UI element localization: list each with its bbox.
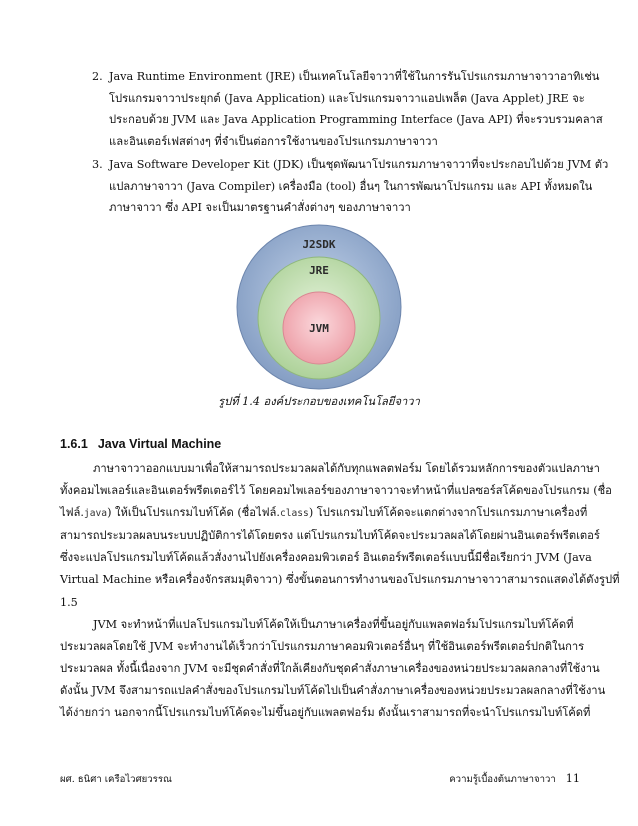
text-run: ) ให้เป็นโปรแกรมไบท์โค้ด (ชื่อไฟล์. [107,506,280,520]
paragraph-line: Virtual Machine หรือเครื่องจักรสมมุติจาวา) ซึ่งขั้นตอนการทำงานของโปรแกรมภาษาจาวาสามารถแสดงได้ดังรูปที่ [60,573,620,587]
list-item-line: ภาษาจาวา ซึ่ง API จะเป็นมาตรฐานคำสั่งต่างๆ ของภาษาจาวา [109,201,411,214]
list-item-line: โปรแกรมจาวาประยุกต์ (Java Application) และโปรแกรมจาวาแอปเพล็ต (Java Applet) JRE จะ [109,91,585,105]
text-run: ) โปรแกรมไบท์โค้ดจะแตกต่างจากโปรแกรมภาษาเครื่องที่ [308,506,588,520]
nested-circles-diagram [219,222,419,392]
jre-label: JRE [309,264,329,277]
paragraph-line: ดังนั้น JVM จึงสามารถแปลคำสั่งของโปรแกรมไบท์โค้ดไปเป็นคำสั่งภาษาเครื่องของหน่วยประมวลผลกลางที่ใช้งาน [60,683,606,697]
list-item-line: แปลภาษาจาวา (Java Compiler) เครื่องมือ (tool) อื่นๆ ในการพัฒนาโปรแกรม และ API ทั้งหมดใน [109,179,593,193]
list-item-line: Java Software Developer Kit (JDK) เป็นชุดพัฒนาโปรแกรมภาษาจาวาที่จะประกอบไปด้วย JVM ตัว [109,158,609,171]
figure-caption: รูปที่ 1.4 องค์ประกอบของเทคโนโลยีจาวา [218,395,420,408]
list-item-number: 3. [92,158,103,171]
list-item [92,66,603,152]
paragraph-line: ภาษาจาวาออกแบบมาเพื่อให้สามารถประมวลผลได้กับทุกแพลตฟอร์ม โดยได้รวมหลักการของตัวแปลภาษา [93,462,600,475]
paragraph-line: ประมวลผล ทั้งนี้เนื่องจาก JVM จะมีชุดคำสั่งที่ใกล้เคียงกับชุดคำสั่งภาษาเครื่องของหน่วยประมวลผลกลางที่ใช้งาน [60,661,600,675]
paragraph-line: ได้ง่ายกว่า นอกจากนี้โปรแกรมไบท์โค้ดจะไม่ขึ้นอยู่กับแพลตฟอร์ม ดังนั้นเราสามารถที่จะนำโปรแกรมไบท์โค้ดที่ [60,706,591,720]
body-text [60,458,620,724]
paragraph-line: ประมวลผลโดยใช้ JVM จะทำงานได้เร็วกว่าโปรแกรมภาษาคอมพิวเตอร์อื่นๆ ที่ใช้อินเตอร์พรีตเตอร์ปกติในการ [60,639,585,653]
paragraph-line: 1.5 [60,595,78,609]
j2sdk-label: J2SDK [302,238,336,251]
jvm-label: JVM [309,322,329,335]
paragraph-line: ทั้งคอมไพเลอร์และอินเตอร์พรีตเตอร์ไว้ โดยคอมไพเลอร์ของภาษาจาวาจะทำหน้าที่แปลซอร์สโค้ดของโปรแกรม (ชื่อ [60,484,612,498]
list-item [92,154,609,219]
filename-extension-java: java [83,508,108,520]
paragraph-line [60,502,588,525]
section-title: Java Virtual Machine [97,437,222,451]
paragraph-line: ซึ่งจะแปลโปรแกรมไบท์โค้ดแล้วสั่งงานไปยังเครื่องคอมพิวเตอร์ อินเตอร์พรีตเตอร์แบบนี้มีชื่อเรียกว่า JVM (Java [60,551,592,565]
list-item-line: Java Runtime Environment (JRE) เป็นเทคโนโลยีจาวาที่ใช้ในการรันโปรแกรมภาษาจาวาอาทิเช่น [109,70,600,83]
numbered-list [92,66,609,221]
page-number: 11 [565,772,580,785]
text-run: ไฟล์. [60,506,84,520]
paragraph-line: JVM จะทำหน้าที่แปลโปรแกรมไบท์โค้ดให้เป็นภาษาเครื่องที่ขึ้นอยู่กับแพลตฟอร์มโปรแกรมไบท์โค้ดที่ [93,617,574,631]
paragraph-line: สามารถประมวลผลบนระบบปฏิบัติการได้โดยตรง แต่โปรแกรมไบท์โค้ดจะประมวลผลได้โดยผ่านอินเตอร์พรีตเตอร์ [60,529,600,543]
section-heading [60,437,221,451]
footer-right [449,772,580,787]
list-item-line: ประกอบด้วย JVM และ Java Application Programming Interface (Java API) ที่จะรวบรวมคลาส [109,113,603,126]
footer-book-title: ความรู้เบื้องต้นภาษาจาวา [449,774,556,785]
jdk-components-figure [0,222,638,402]
list-item-line: และอินเตอร์เฟสต่างๆ ที่จำเป็นต่อการใช้งานของโปรแกรมภาษาจาวา [109,134,438,148]
list-item-number: 2. [92,70,103,83]
section-number: 1.6.1 [60,437,88,451]
footer-author: ผศ. ธนิศา เครือไวศยวรรณ [60,774,172,785]
filename-extension-class: class [279,508,309,520]
